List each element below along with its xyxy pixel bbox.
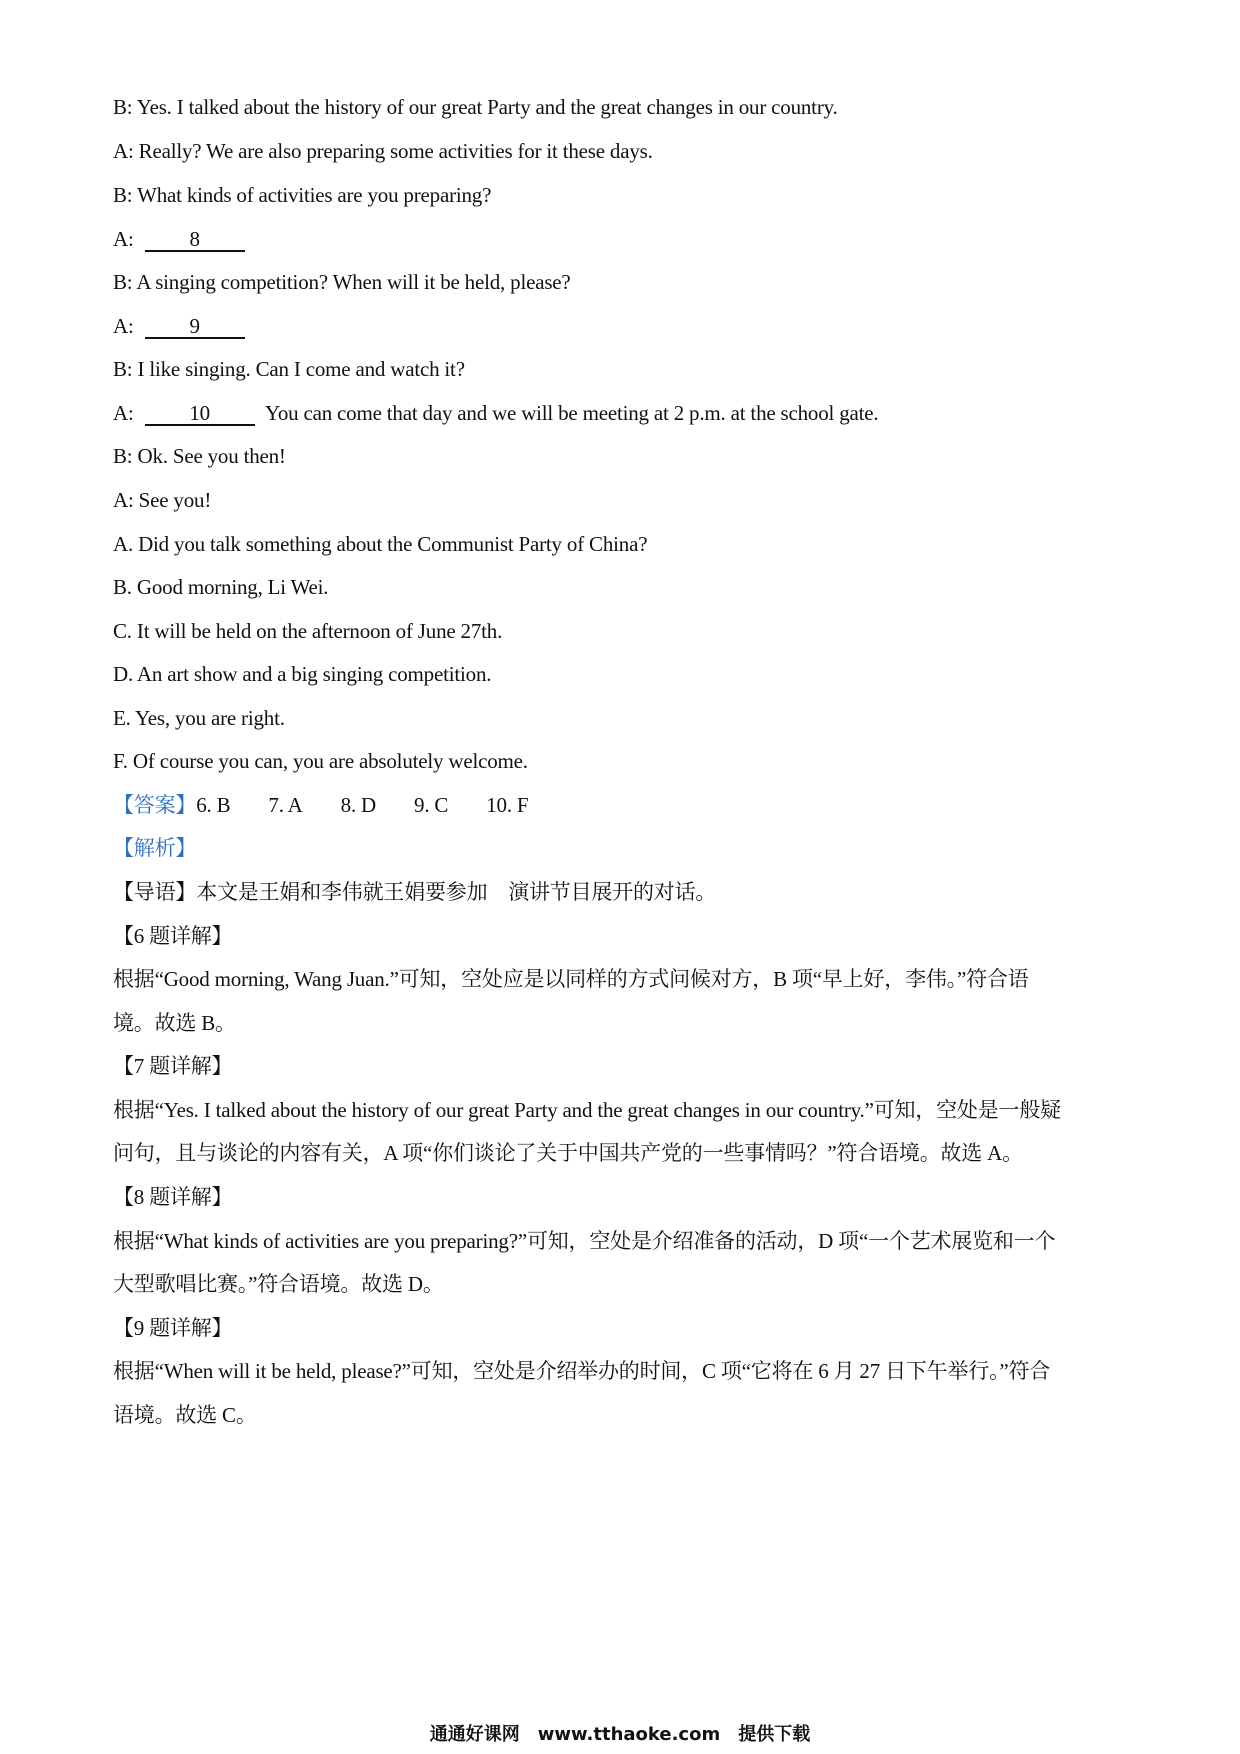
- speaker-label: A:: [113, 314, 134, 338]
- option-item: C. It will be held on the afternoon of June 27th.: [113, 619, 503, 643]
- detail-heading-8: 【8 题详解】: [113, 1185, 233, 1209]
- detail-heading-6: 【6 题详解】: [113, 924, 233, 948]
- dialogue-line-blank-9: [113, 312, 245, 340]
- dialogue-line: B: I like singing. Can I come and watch it?: [113, 357, 465, 381]
- answer-line: [113, 791, 528, 819]
- option-item: A. Did you talk something about the Communist Party of China?: [113, 532, 648, 556]
- option-item: B. Good morning, Li Wei.: [113, 575, 329, 599]
- answer-item: 10. F: [486, 793, 529, 817]
- dialogue-line: B: Ok. See you then!: [113, 444, 286, 468]
- detail-text: 根据“Yes. I talked about the history of our great Party and the great changes in our country.”可知，空处是一般疑: [113, 1098, 1061, 1122]
- answer-item: 8. D: [340, 793, 377, 817]
- speaker-label: A:: [113, 227, 134, 251]
- speaker-label: A:: [113, 401, 134, 425]
- detail-text: 境。故选 B。: [113, 1011, 236, 1035]
- intro-label: 【导语】: [113, 880, 197, 904]
- dialogue-line-blank-8: [113, 225, 245, 253]
- blank-10: 10: [145, 402, 255, 426]
- detail-text: 问句，且与谈论的内容有关，A 项“你们谈论了关于中国共产党的一些事情吗？”符合语境。故选 A。: [113, 1141, 1023, 1165]
- dialogue-line: B: What kinds of activities are you preparing?: [113, 183, 492, 207]
- dialogue-line: B: Yes. I talked about the history of our great Party and the great changes in our country.: [113, 95, 838, 119]
- dialogue-line: A: See you!: [113, 488, 212, 512]
- answer-item: 9. C: [414, 793, 449, 817]
- detail-text: 大型歌唱比赛。”符合语境。故选 D。: [113, 1272, 444, 1296]
- detail-text: 语境。故选 C。: [113, 1403, 257, 1427]
- answer-label: 【答案】: [113, 793, 197, 817]
- dialogue-line-blank-10: [113, 399, 878, 427]
- answer-item: 6. B: [196, 793, 231, 817]
- detail-heading-7: 【7 题详解】: [113, 1054, 233, 1078]
- answer-item: 7. A: [268, 793, 303, 817]
- intro-text: 本文是王娟和李伟就王娟要参加 演讲节目展开的对话。: [196, 880, 717, 904]
- dialogue-text: You can come that day and we will be meeting at 2 p.m. at the school gate.: [264, 401, 879, 425]
- detail-text: 根据“What kinds of activities are you preparing?”可知，空处是介绍准备的活动，D 项“一个艺术展览和一个: [113, 1229, 1056, 1253]
- blank-8: 8: [145, 228, 245, 252]
- option-item: F. Of course you can, you are absolutely welcome.: [113, 749, 528, 773]
- dialogue-line: A: Really? We are also preparing some activities for it these days.: [113, 139, 653, 163]
- option-item: D. An art show and a big singing competition.: [113, 662, 492, 686]
- option-item: E. Yes, you are right.: [113, 706, 285, 730]
- analysis-heading: 【解析】: [113, 836, 197, 860]
- intro-line: [113, 878, 716, 906]
- detail-text: 根据“Good morning, Wang Juan.”可知，空处应是以同样的方式问候对方，B 项“早上好，李伟。”符合语: [113, 967, 1029, 991]
- detail-text: 根据“When will it be held, please?”可知，空处是介绍举办的时间，C 项“它将在 6 月 27 日下午举行。”符合: [113, 1359, 1051, 1383]
- detail-heading-9: 【9 题详解】: [113, 1316, 233, 1340]
- dialogue-line: B: A singing competition? When will it be held, please?: [113, 270, 571, 294]
- page-footer: 通通好课网 www.tthaoke.com 提供下载: [429, 1724, 811, 1745]
- blank-9: 9: [145, 315, 245, 339]
